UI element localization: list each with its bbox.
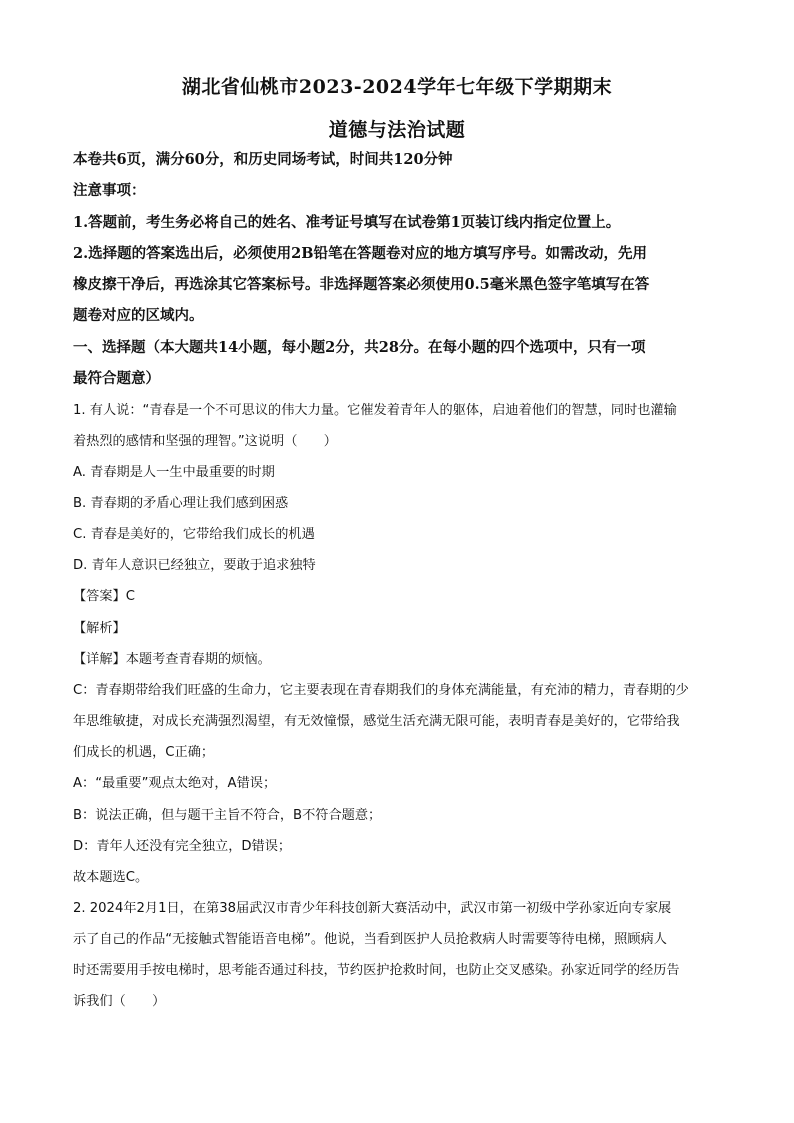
section-heading-line-2: 最符合题意） <box>73 370 160 387</box>
question-1-d-explanation: D：青年人还没有完全独立，D错误； <box>73 839 292 854</box>
question-1-stem-line-2: 着热烈的感情和坚强的理智。”这说明（ ） <box>73 434 337 449</box>
question-2-stem-line-2: 示了自己的作品“无接触式智能语音电梯”。他说，当看到医护人员抢救病人时需要等待电梯，照顾病人 <box>73 932 667 947</box>
question-2-stem-line-1: 2. 2024年2月1日，在第38届武汉市青少年科技创新大赛活动中，武汉市第一初级中学孙家近向专家展 <box>73 901 672 916</box>
note-2-line-3: 题卷对应的区域内。 <box>73 307 204 324</box>
note-1: 1.答题前，考生务必将自己的姓名、准考证号填写在试卷第1页装订线内指定位置上。 <box>73 214 621 231</box>
question-1-b-explanation: B：说法正确，但与题干主旨不符合，B不符合题意； <box>73 808 382 823</box>
question-1-c-explanation-line-2: 年思维敏捷，对成长充满强烈渴望，有无效憧憬，感觉生活充满无限可能，表明青春是美好的，它带给我 <box>73 714 680 729</box>
question-1-answer: 【答案】C <box>73 589 135 604</box>
question-1-option-b: B. 青春期的矛盾心理让我们感到困惑 <box>73 496 289 511</box>
question-1-option-a: A. 青春期是人一生中最重要的时期 <box>73 465 275 480</box>
question-1-option-c: C. 青春是美好的，它带给我们成长的机遇 <box>73 527 315 542</box>
question-1-a-explanation: A：“最重要”观点太绝对，A错误； <box>73 776 277 791</box>
note-2-line-1: 2.选择题的答案选出后，必须使用2B铅笔在答题卷对应的地方填写序号。如需改动，先用 <box>73 245 647 262</box>
question-1-conclusion: 故本题选C。 <box>73 870 149 885</box>
question-1-c-explanation-line-3: 们成长的机遇，C正确； <box>73 745 215 760</box>
question-1-detail: 【详解】本题考查青春期的烦恼。 <box>73 652 271 667</box>
question-1-stem-line-1: 1. 有人说：“青春是一个不可思议的伟大力量。它催发着青年人的躯体，启迪着他们的智慧，同时也灌输 <box>73 403 677 418</box>
section-heading-line-1: 一、选择题（本大题共14小题，每小题2分，共28分。在每小题的四个选项中，只有一项 <box>73 339 646 356</box>
exam-info: 本卷共6页，满分60分，和历史同场考试，时间共120分钟 <box>73 151 453 168</box>
question-1-option-d: D. 青年人意识已经独立，要敢于追求独特 <box>73 558 316 573</box>
notes-heading: 注意事项： <box>73 182 146 199</box>
question-1-analysis-label: 【解析】 <box>73 621 126 636</box>
question-2-stem-line-3: 时还需要用手按电梯时，思考能否通过科技，节约医护抢救时间，也防止交叉感染。孙家近同学的经历告 <box>73 963 680 978</box>
question-1-c-explanation-line-1: C：青春期带给我们旺盛的生命力，它主要表现在青春期我们的身体充满能量，有充沛的精力，青春期的少 <box>73 683 689 698</box>
document-subtitle: 道德与法治试题 <box>328 119 466 141</box>
note-2-line-2: 橡皮擦干净后，再选涂其它答案标号。非选择题答案必须使用0.5毫米黑色签字笔填写在答 <box>73 276 650 293</box>
document-title: 湖北省仙桃市2023-2024学年七年级下学期期末 <box>181 76 613 98</box>
question-2-stem-line-4: 诉我们（ ） <box>73 994 166 1009</box>
